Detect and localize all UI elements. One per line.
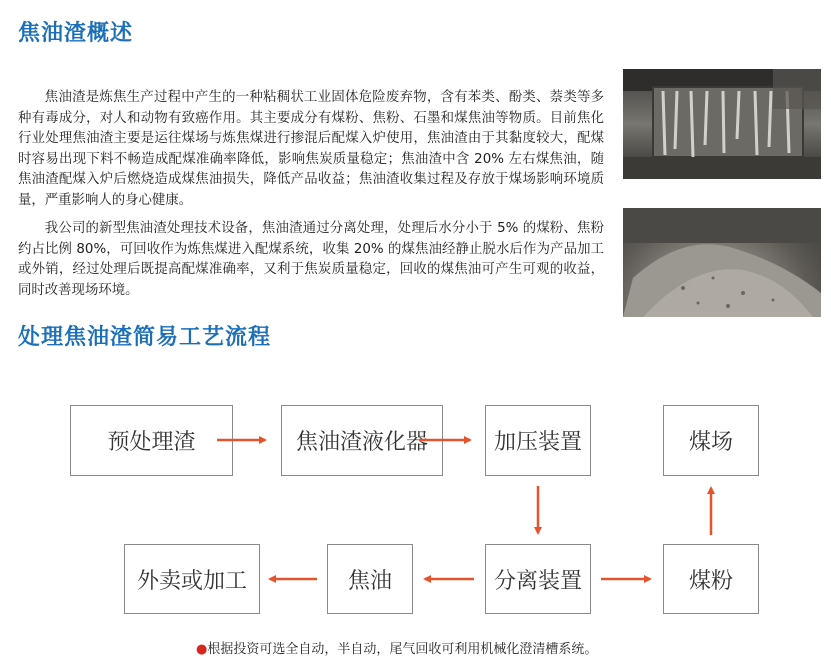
footnote-text: 根据投资可选全自动，半自动，尾气回收可利用机械化澄清槽系统。	[207, 642, 598, 657]
overview-paragraph-2: 我公司的新型焦油渣处理技术设备，焦油渣通过分离处理，处理后水分小于 5% 的煤粉、焦粉约占比例 80%，可回收作为炼焦煤进入配煤系统，收集 20% 的煤焦油经静止脱水后作为产品加工或外销，经过处理后既提高配煤准确率，又利于焦炭质量稳定，回收的煤焦油可产生可观的收益，同时改善现场环境。	[18, 221, 604, 298]
sale-box: 外卖或加工	[124, 544, 260, 614]
overview-paragraph-1: 焦油渣是炼焦生产过程中产生的一种粘稠状工业固体危险废弃物，含有苯类、酚类、萘类等多种有毒成分，对人和动物有致癌作用。其主要成分有煤粉、焦粉、石墨和煤焦油等物质。目前焦化行业处理焦油渣主要是运往煤场与炼焦煤进行掺混后配煤入炉使用，焦油渣由于其黏度较大，配煤时容易出现下料不畅造成配煤准确率降低，影响焦炭质量稳定；焦油渣中含 20% 左右煤焦油，随焦油渣配煤入炉后燃烧造成煤焦油损失，降低产品收益；焦油渣收集过程及存放于煤场影响环境质量，严重影响人的身心健康。	[18, 90, 604, 208]
coal-powder-box: 煤粉	[663, 544, 759, 614]
coal-yard-box: 煤场	[663, 405, 759, 476]
pressurizer-box: 加压装置	[485, 405, 591, 476]
pretreat-box: 预处理渣	[70, 405, 233, 476]
process-heading: 处理焦油渣简易工艺流程	[18, 325, 272, 350]
footnote	[196, 638, 597, 657]
liquefier-box: 焦油渣液化器	[281, 405, 443, 476]
bullet-icon: ●	[196, 642, 208, 657]
tar-box: 焦油	[327, 544, 413, 614]
separator-box: 分离装置	[485, 544, 591, 614]
overview-heading: 焦油渣概述	[18, 21, 134, 46]
